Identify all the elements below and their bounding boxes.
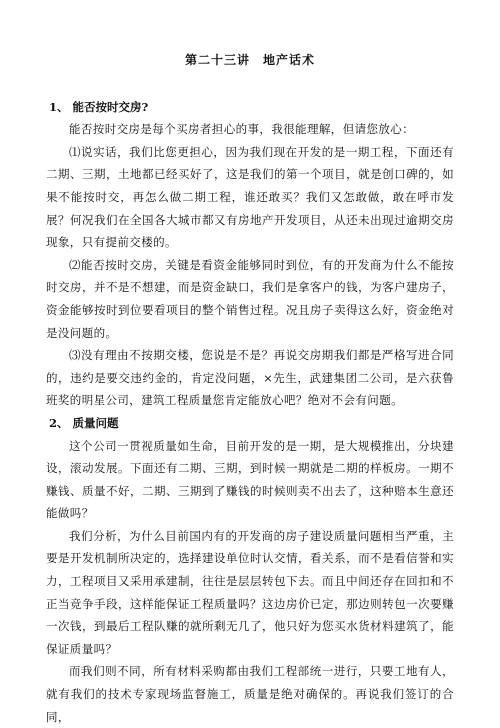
paragraph: 我们分析，为什么目前国内有的开发商的房子建设质量问题相当严重，主要是开发机制所决定的，选择建设单位时认交情，看关系，而不是看信誉和实力，工程项目又采用承建制，往往是层层转包下去。而且中间还存在回扣和不正当竞争手段，这样能保证工程质量吗？这边房价已定，那边则转包一次要赚一次钱，到最后工程队赚的就所剩无几了，他只好为您买水货材料建筑了，能保证质量吗？: [46, 528, 454, 656]
section-heading: 2、 质量问题: [49, 415, 119, 430]
section-heading: 1、 能否按时交房?: [49, 99, 149, 114]
paragraph: ⑶没有理由不按期交楼，您说是不是？再说交房期我们都是严格写进合同的，违约是要交违约金的，肯定没问题，×先生，武建集团二公司，是六获鲁班奖的明星公司，建筑工程质量您肯定能放心吧？绝对不会有问题。: [46, 348, 454, 408]
paragraph: 而我们则不同，所有材料采购都由我们工程部统一进行，只要工地有人，就有我们的技术专家现场监督施工，质量是绝对确保的。再说我们签订的合同，: [46, 664, 454, 724]
paragraph: ⑴说实话，我们比您更担心，因为我们现在开发的是一期工程，下面还有二期、三期，土地都已经买好了，这是我们的第一个项目，就是创口碑的，如果不能按时交，再怎么做二期工程，谁还敢买？我们又怎敢做，敢在呼市发展？何况我们在全国各大城市都又有房地产开发项目，从还未出现过逾期交房现象，只有提前交楼的。: [46, 144, 454, 250]
section-2: [46, 412, 454, 728]
paragraph: 能否按时交房是每个买房者担心的事，我很能理解，但请您放心：: [69, 122, 415, 137]
paragraph: ⑵能否按时交房，关键是看资金能够同时到位，有的开发商为什么不能按时交房，并不是不想建，而是资金缺口，我们是拿客户的钱，为客户建房子，资金能够按时到位要看项目的整个销售过程。况且房子卖得这么好，资金绝对是没问题的。: [46, 257, 454, 340]
document-title: 第二十三讲 地产话术: [184, 53, 315, 67]
section-1: [46, 96, 454, 412]
paragraph: 这个公司一贯视质量如生命，目前开发的是一期，是大规模推出，分块建设，滚动发展。下面还有二期、三期，到时候一期就是二期的样板房。一期不赚钱、质量不好，二期、三期到了赚钱的时候则卖不出去了，这种赔本生意还能做吗？: [46, 438, 454, 521]
